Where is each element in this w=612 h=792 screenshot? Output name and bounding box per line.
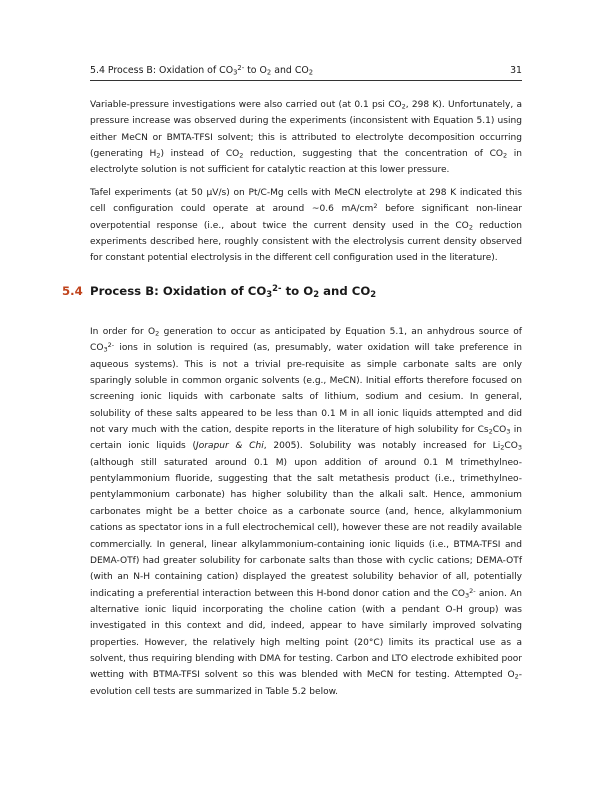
section-title: Process B: Oxidation of $CO_3^{2-}$ to $O_2$ and $CO_2$ — [90, 283, 377, 300]
paragraph-tafel: Tafel experiments (at 50 μV/s) on Pt/C-Mg cells with MeCN electrolyte at 298 K indicated this cell configuration could operate at around ~0.6 $mA/cm^2$ before significant non-linear overpotential response (i.e., about twice the current density used in the $CO_2$ reduction experiments described here, roughly consistent with the electrolysis current density observed for constant potential electrolysis in the different cell configuration used in the literature). — [90, 188, 523, 264]
page-number: 31 — [510, 65, 522, 76]
paragraph-carbonate-source: In order for $O_2$ generation to occur as anticipated by Equation 5.1, an anhydrous source of $CO_3^{2-}$ ions in solution is required (as, presumably, water oxidation will take preference in aqueous systems). This is not a trivial pre-requisite as simple carbonate salts are only sparingly soluble in common organic solvents (e.g., MeCN). Initial efforts therefore focused on screening ionic liquids with carbonate salts of lithium, sodium and cesium. In general, solubility of these salts appeared to be less than 0.1 M in all ionic liquids attempted and did not vary much with the cation, despite reports in the literature of high solubility for $Cs_2CO_3$ in certain ionic liquids (Jorapur & Chi, 2005). Solubility was notably increased for $Li_2CO_3$ (although still saturated around 0.1 M) upon addition of around 0.1 M trimethylneo-pentylammonium fluoride, suggesting that the salt metathesis product (i.e., trimethylneo-pentylammonium carbonate) has higher solubility than the alkali salt. Hence, ammonium carbonates might be a better choice as a carbonate source (and, hence, alkylammonium cations as spectator ions in a full electrochemical cell), however these are not readily available commercially. In general, linear alkylammonium-containing ionic liquids (i.e., BTMA-TFSI and DEMA-OTf) had greater solubility for carbonate salts than those with cyclic cations; DEMA-OTf (with an N-H containing cation) displayed the greatest solubility behavior of all, potentially indicating a preferential interaction between this H-bond donor cation and the $CO_3^{2-}$ anion. An alternative ionic liquid incorporating the choline cation (with a pendant O-H group) was investigated in this context and did, indeed, appear to have similarly improved solvating properties. However, the relatively high melting point (20°C) limits its practical use as a solvent, thus requiring blending with DMA for testing. Carbon and LTO electrode exhibited poor wetting with BTMA-TFSI solvent so this was blended with MeCN for testing. Attempted $O_2$-evolution cell tests are summarized in Table 5.2 below. — [90, 327, 523, 697]
citation: Jorapur & Chi — [196, 441, 264, 452]
section-number: 5.4 — [62, 284, 83, 298]
running-header-title: 5.4 Process B: Oxidation of $CO_3^{2-}$ to $O_2$ and $CO_2$ — [90, 63, 314, 77]
paragraph-variable-pressure: Variable-pressure investigations were also carried out (at 0.1 psi $CO_2$, 298 K). Unfortunately, a pressure increase was observed during the experiments (inconsistent with Equation 5.1) using either MeCN or BMTA-TFSI solvent; this is attributed to electrolyte decomposition occurring (generating $H_2$) instead of $CO_2$ reduction, suggesting that the concentration of $CO_2$ in electrolyte solution is not sufficient for catalytic reaction at this lower pressure. — [90, 100, 522, 176]
section-heading — [62, 283, 522, 299]
running-header — [90, 64, 522, 78]
header-rule — [90, 80, 522, 81]
